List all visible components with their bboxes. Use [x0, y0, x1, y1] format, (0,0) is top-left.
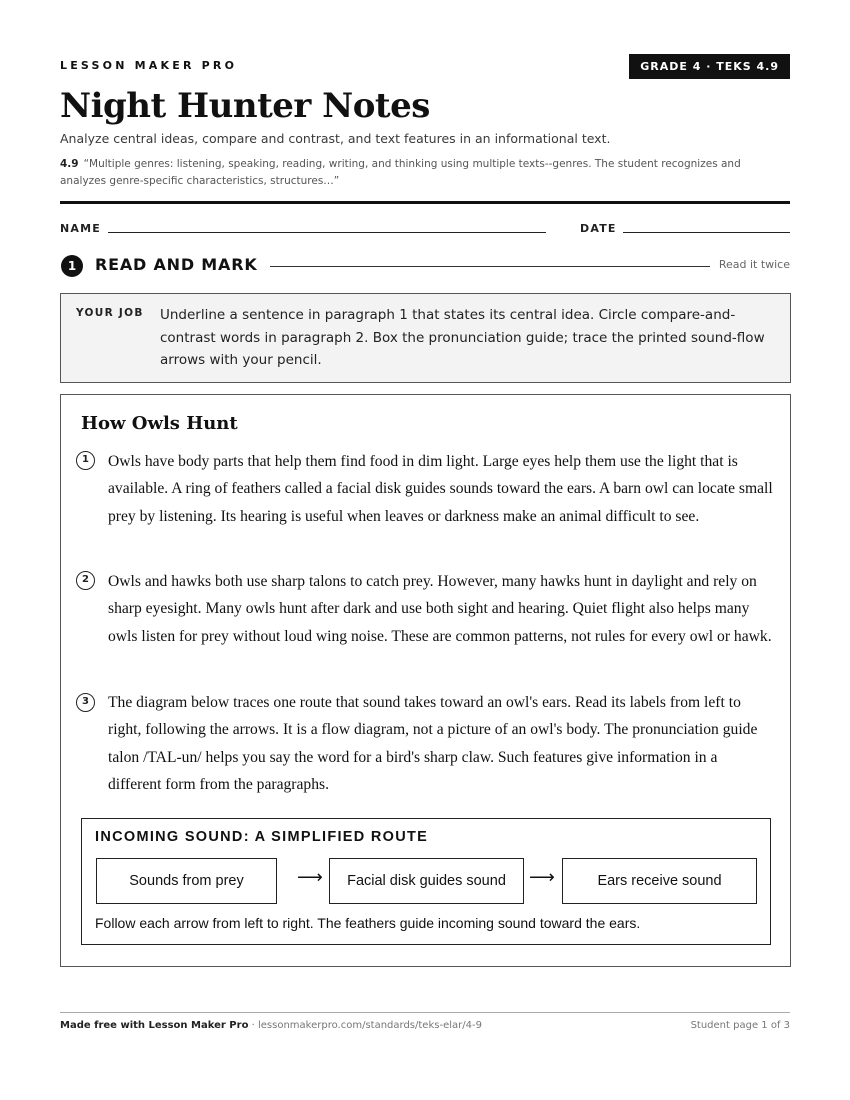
task-box: [60, 293, 791, 383]
header-divider: [60, 201, 790, 204]
footer-made-with: Made free with Lesson Maker Pro: [60, 1020, 249, 1031]
section-title: READ AND MARK: [95, 255, 258, 274]
flow-diagram-caption: Follow each arrow from left to right. The feathers guide incoming sound toward the ears.: [95, 915, 641, 931]
standard-code: 4.9: [60, 158, 79, 170]
task-label: YOUR JOB: [76, 307, 144, 319]
standard-description: [60, 156, 790, 190]
date-line[interactable]: [623, 232, 790, 233]
arrow-right-icon: ⟶: [529, 867, 555, 888]
name-line[interactable]: [108, 232, 546, 233]
passage-title: How Owls Hunt: [81, 413, 238, 434]
paragraph-number-badge: 3: [76, 693, 95, 712]
name-label: NAME: [60, 222, 101, 235]
brand-name: LESSON MAKER PRO: [60, 59, 238, 72]
reading-passage-box: [60, 394, 791, 967]
footer-separator: ·: [248, 1020, 258, 1031]
footer-divider: [60, 1012, 790, 1013]
footer-url[interactable]: lessonmakerpro.com/standards/teks-elar/4-9: [257, 1020, 482, 1031]
flow-diagram-title: INCOMING SOUND: A SIMPLIFIED ROUTE: [95, 829, 429, 845]
date-label: DATE: [580, 222, 617, 235]
paragraph-3: The diagram below traces one route that sound takes toward an owl's ears. Read its labels from left to right, following the arrows. It is a flow diagram, not a picture of an owl's body. The pronunciation guide talon /TAL-un/ helps you say the word for a bird's sharp claw. Such features give information in a different form from the paragraphs.: [108, 694, 758, 794]
section-number-badge: 1: [61, 255, 83, 277]
paragraph-1: Owls have body parts that help them find food in dim light. Large eyes help them use the light that is available. A ring of feathers called a facial disk guides sounds toward the ears. A barn owl can locate small prey by listening. Its hearing is useful when leaves or darkness make an animal difficult to see.: [108, 453, 773, 525]
standard-text: “Multiple genres: listening, speaking, reading, writing, and thinking using multiple texts--genres. The student recognizes and analyzes genre-specific characteristics, structures…”: [60, 158, 741, 187]
footer-credit: [60, 1020, 482, 1031]
grade-badge: GRADE 4 · TEKS 4.9: [629, 54, 790, 79]
page-subtitle: Analyze central ideas, compare and contrast, and text features in an informational text.: [60, 131, 611, 146]
arrow-right-icon: ⟶: [297, 867, 323, 888]
paragraph-2: Owls and hawks both use sharp talons to catch prey. However, many hawks hunt in daylight and rely on sharp eyesight. Many owls hunt after dark and use both sight and hearing. Quiet flight also helps many owls listen for prey without loud wing noise. These are common patterns, not rules for every owl or hawk.: [108, 573, 772, 645]
section-hint: Read it twice: [718, 258, 790, 271]
paragraph-number-badge: 2: [76, 571, 95, 590]
page-title: Night Hunter Notes: [60, 86, 430, 126]
task-instructions: Underline a sentence in paragraph 1 that states its central idea. Circle compare-and-contrast words in paragraph 2. Box the pronunciation guide; trace the printed sound-flow arrows with your pencil.: [160, 307, 765, 368]
flow-diagram: [81, 818, 771, 945]
section-rule: [270, 266, 710, 267]
footer-page-number: Student page 1 of 3: [690, 1020, 790, 1031]
flow-step-2: Facial disk guides sound: [329, 858, 524, 904]
flow-step-1: Sounds from prey: [96, 858, 277, 904]
paragraph-number-badge: 1: [76, 451, 95, 470]
flow-step-3: Ears receive sound: [562, 858, 757, 904]
